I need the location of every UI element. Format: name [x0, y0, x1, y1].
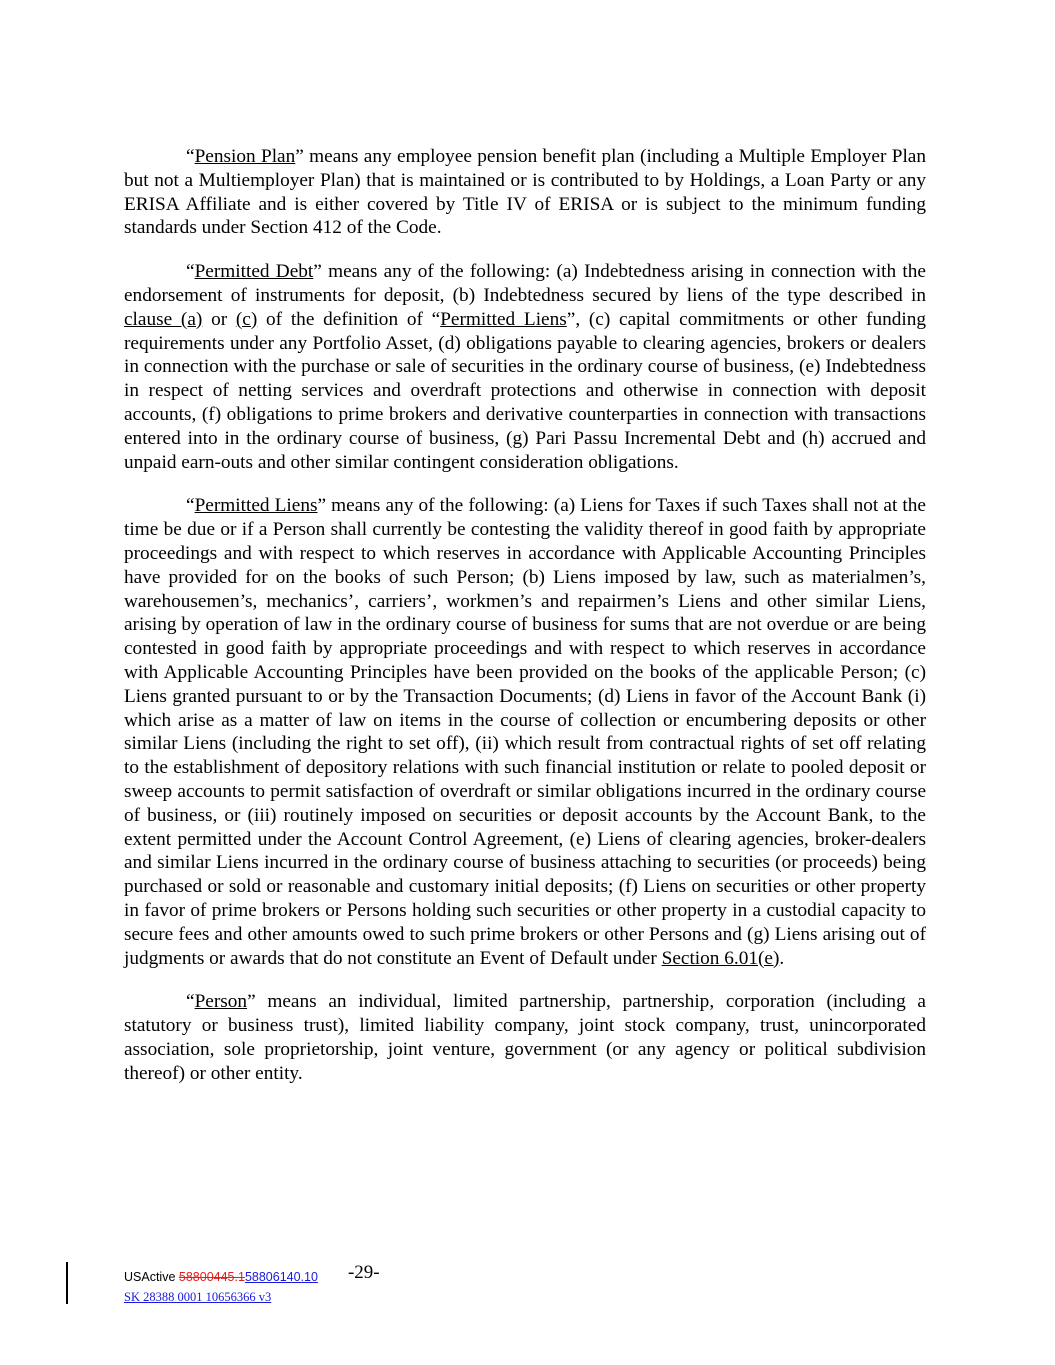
deleted-doc-id: 58800445.1 — [178, 1270, 245, 1284]
footer-doc-id-line: USActive 58800445.158806140.10 -29- — [124, 1262, 380, 1284]
defined-term: Pension Plan — [194, 146, 296, 167]
cross-reference: Section 6.01(e) — [661, 947, 780, 969]
footer-doc-ref: SK 28388 0001 10656366 v3 — [124, 1290, 272, 1304]
document-body — [124, 145, 926, 1105]
definition-permitted-debt: “Permitted Debt” means any of the following: (a) Indebtedness arising in connection with the endorsement of instruments for deposit, (b) Indebtedness secured by liens of the type described in clause (a) or (c) of the definition of “Permitted Liens”, (c) capital commitments or other funding requirements under any Portfolio Asset, (d) obligations payable to clearing agencies, brokers or dealers in connection with the purchase or sale of securities in the ordinary course of business, (e) Indebtedness in respect of netting services and overdraft protections and otherwise in connection with deposit accounts, (f) obligations to prime brokers and derivative counterparties in connection with transactions entered into in the ordinary course of business, (g) Pari Passu Incremental Debt and (h) accrued and unpaid earn-outs and other similar contingent consideration obligations. — [124, 261, 926, 473]
defined-term: Permitted Liens — [194, 495, 318, 517]
page-footer — [124, 1264, 524, 1305]
defined-term: Person — [194, 991, 248, 1013]
change-bar — [66, 1262, 68, 1304]
definition-permitted-liens: “Permitted Liens” means any of the following: (a) Liens for Taxes if such Taxes shall not at the time be due or if a Person shall currently be contesting the validity thereof in good faith by appropriate proceedings and with respect to which reserves in accordance with Applicable Accounting Principles have provided for on the books of such Person; (b) Liens imposed by law, such as materialmen’s, warehousemen’s, mechanics’, carriers’, workmen’s and repairmen’s Liens and other similar Liens, arising by operation of law in the ordinary course of business for sums that are not overdue or are being contested in good faith by appropriate proceedings and with respect to which reserves in accordance with Applicable Accounting Principles have been provided on the books of the applicable Person; (c) Liens granted pursuant to or by the Transaction Documents; (d) Liens in favor of the Account Bank (i) which arise as a matter of law on items in the course of collection or encumbering deposits or other similar Liens (including the right to set off), (ii) which result from contractual rights of set off relating to the establishment of depository relations with such financial institution or relate to pooled deposit or sweep accounts to permit satisfaction of overdraft or similar obligations incurred in the ordinary course of business, or (iii) routinely imposed on securities or deposit accounts by the Account Bank, to the extent permitted under the Account Control Agreement, (e) Liens of clearing agencies, broker-dealers and similar Liens incurred in the ordinary course of business attaching to securities (or proceeds) being purchased or sold or reasonable and customary initial deposits; (f) Liens on securities or other property in favor of prime brokers or Persons holding such securities or other property in a custodial capacity to secure fees and other amounts owed to such prime brokers or other Persons and (g) Liens arising out of judgments or awards that do not constitute an Event of Default under Section 6.01(e). — [124, 495, 926, 969]
page-number: -29- — [347, 1262, 380, 1283]
definition-person: “Person” means an individual, limited partnership, partnership, corporation (including a statutory or business trust), limited liability company, joint stock company, trust, unincorporated association, sole proprietorship, joint venture, government (or any agency or political subdivision thereof) or other entity. — [124, 991, 926, 1084]
cross-reference: (c) — [235, 308, 258, 330]
defined-term: Permitted Debt — [194, 261, 314, 283]
cross-reference: Permitted Liens — [440, 308, 567, 330]
cross-reference: clause (a) — [124, 308, 203, 330]
definition-pension-plan: “Pension Plan” means any employee pension benefit plan (including a Multiple Employer Plan but not a Multiemployer Plan) that is maintained or is contributed to by Holdings, a Loan Party or any ERISA Affiliate and is either covered by Title IV of ERISA or is subject to the minimum funding standards under Section 412 of the Code. — [124, 146, 926, 239]
inserted-doc-id: 58806140.10 — [244, 1270, 318, 1284]
